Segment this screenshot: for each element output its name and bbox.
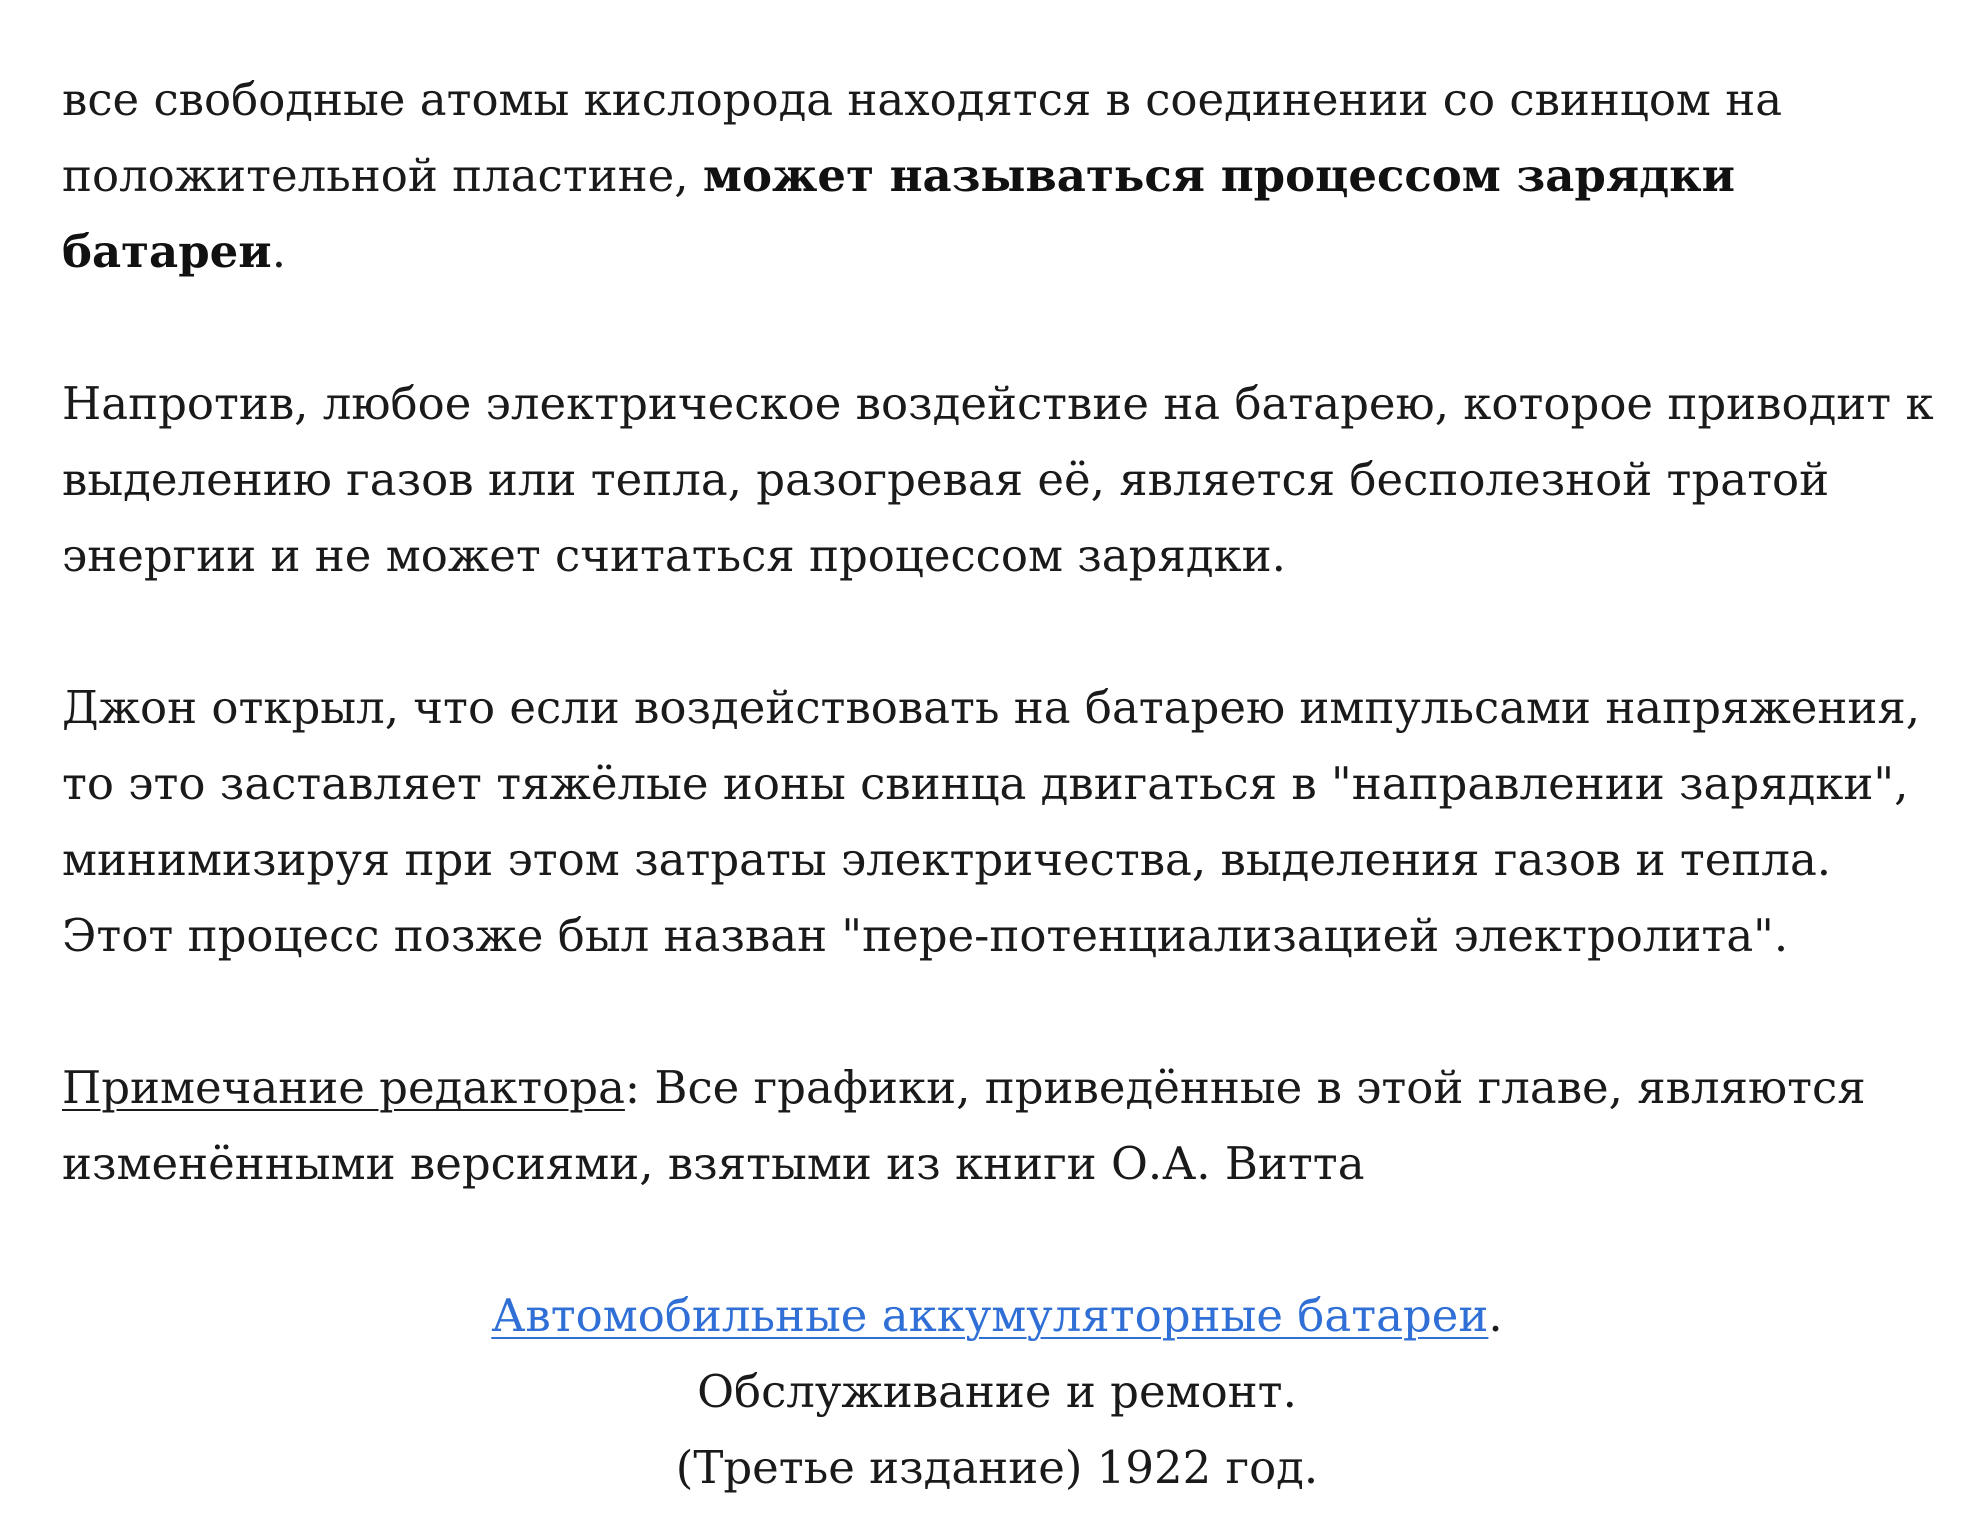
- citation-subtitle: Обслуживание и ремонт.: [697, 1365, 1297, 1418]
- document-page: [62, 62, 1942, 1506]
- bold-phrase: может называться процессом зарядки батареи: [62, 149, 1736, 278]
- paragraph-text: все свободные атомы кислорода находятся в соединении со свинцом на положительной пластине,: [62, 73, 1783, 202]
- editor-note-separator: :: [624, 1061, 641, 1114]
- citation-title-line: [52, 1278, 1942, 1354]
- paragraph-john-pulses: [62, 670, 1942, 974]
- paragraph-text: Напротив, любое электрическое воздействие на батарею, которое приводит к выделению газов или тепла, разогревая её, является бесполезной тратой энергии и не может считаться процессом зарядки.: [62, 377, 1934, 582]
- editor-note-text: Все графики, приведённые в этой главе, являются изменёнными версиями, взятыми из книги О.А. Витта: [62, 1061, 1866, 1190]
- citation-edition: (Третье издание) 1922 год.: [675, 1441, 1319, 1494]
- book-title-link[interactable]: Автомобильные аккумуляторные батареи: [491, 1289, 1489, 1342]
- paragraph-charging-definition: [62, 62, 1942, 290]
- paragraph-end: .: [271, 225, 286, 278]
- citation-title-end: .: [1488, 1289, 1503, 1342]
- editor-note-label: Примечание редактора: [62, 1061, 625, 1114]
- book-citation: [52, 1278, 1942, 1506]
- paragraph-wasted-energy: [62, 366, 1942, 594]
- paragraph-text: Джон открыл, что если воздействовать на батарею импульсами напряжения, то это заставляет тяжёлые ионы свинца двигаться в "направлении зарядки", минимизируя при этом затраты электричества, выделения газов и тепла. Этот процесс позже был назван "пере-потенциализацией электролита".: [62, 681, 1921, 962]
- editor-note: [62, 1050, 1942, 1202]
